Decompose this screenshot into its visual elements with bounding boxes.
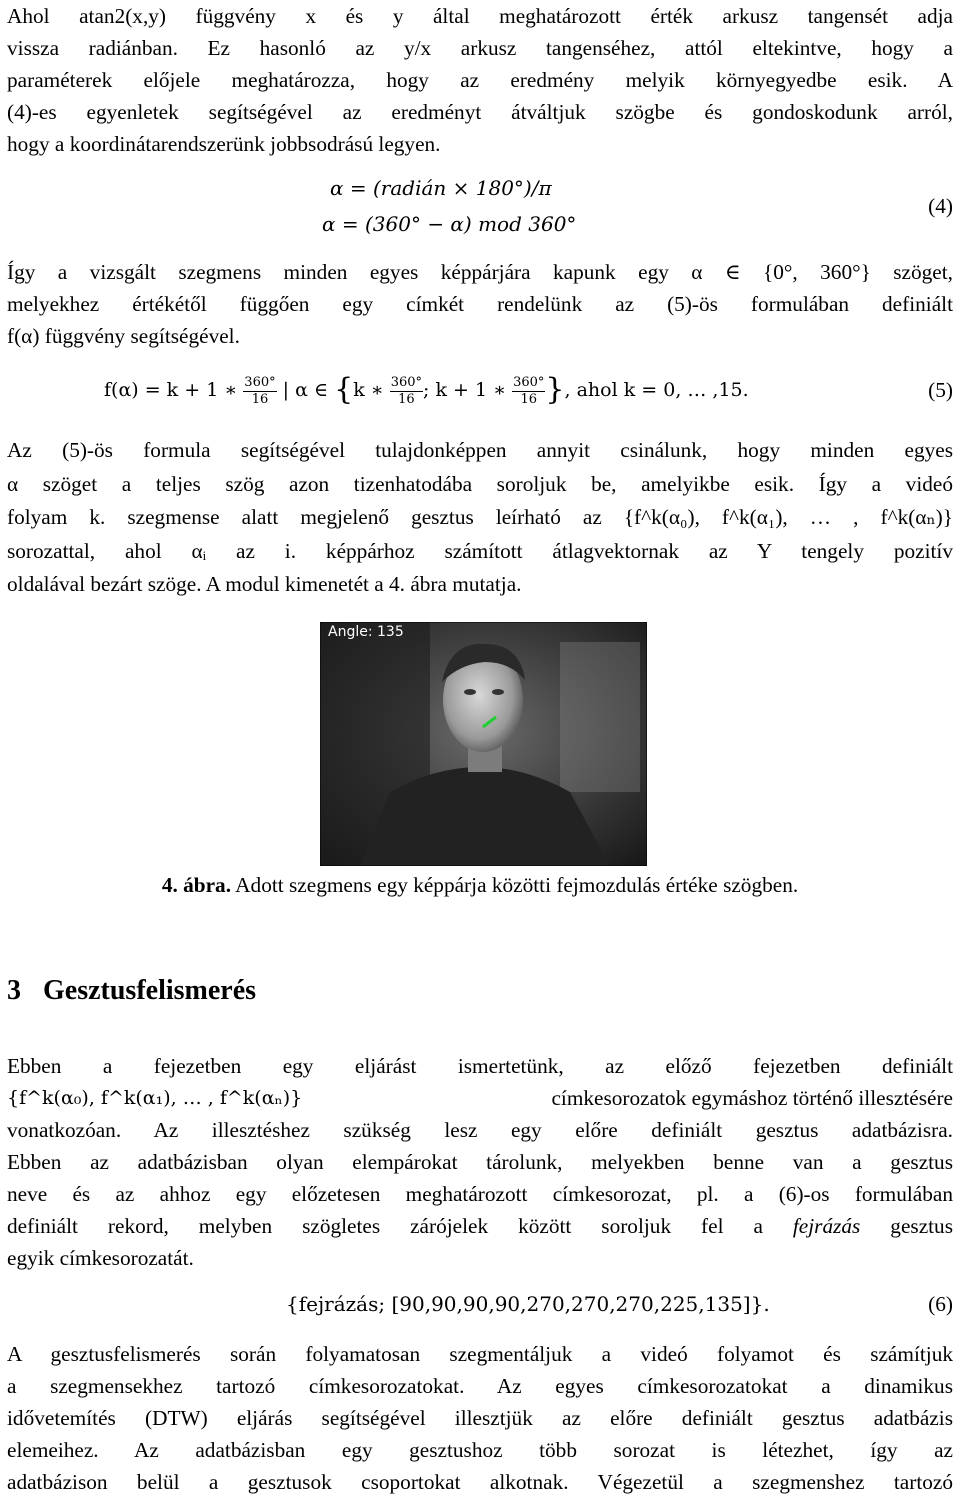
text-line: oldalával bezárt szöge. A modul kimenetét a 4. ábra mutatja. — [7, 572, 522, 596]
text-line: Ebben a fejezetben egy eljárást ismertetünk, az előző fejezetben definiált — [7, 1054, 953, 1078]
text-line: idővetemítés (DTW) eljárás segítségével illesztjük az előre definiált gesztus adatbázis — [7, 1406, 953, 1430]
frac-numerator: 360° — [244, 374, 276, 390]
frac-denominator: 16 — [251, 391, 269, 407]
left-brace: { — [334, 372, 354, 407]
eq5-fraction — [512, 375, 545, 408]
text-line: f(α) függvény segítségével. — [7, 324, 240, 348]
figure-caption — [0, 873, 960, 898]
frac-numerator: 360° — [513, 374, 545, 390]
text-line: hogy a koordinátarendszerünk jobbsodrású legyen. — [7, 132, 441, 156]
text-line: neve és az ahhoz egy előzetesen meghatározott címkesorozat, pl. a (6)-os formulában — [7, 1182, 953, 1206]
paragraph-atan2 — [7, 0, 953, 160]
text-line: Az (5)-ös formula segítségével tulajdonképpen annyit csinálunk, hogy minden egyes — [7, 438, 953, 462]
emphasis-fejrazas: fejrázás — [792, 1214, 861, 1238]
text-line: a szegmensekhez tartozó címkesorozatokat. Az egyes címkesorozatokat a dinamikus — [7, 1374, 953, 1398]
caption-text: Adott szegmens egy képpárja közötti fejmozdulás értéke szögben. — [231, 873, 799, 897]
text-line — [7, 1082, 953, 1114]
paragraph-gesture-recognition — [7, 1338, 953, 1498]
paragraph-angle-label — [7, 256, 953, 352]
eq5-mid: | α ∈ — [282, 379, 329, 401]
paragraph-gesture-intro — [7, 1050, 953, 1274]
text-span: gesztus — [860, 1214, 953, 1238]
equation-number: (5) — [928, 378, 953, 402]
eq5-lhs: f(α) = k + 1 ∗ — [104, 379, 238, 401]
frac-denominator: 16 — [398, 391, 415, 407]
text-line: egyik címkesorozatát. — [7, 1246, 194, 1270]
text-line: A gesztusfelismerés során folyamatosan szegmentáljuk a videó folyamot és számítjuk — [7, 1342, 953, 1366]
text-line: (4)-es egyenletek segítségével az eredményt átváltjuk szögbe és gondoskodunk arról, — [7, 100, 953, 124]
text-line: folyam k. szegmense alatt megjelenő gesztus leírható az {f^k(α₀), f^k(α₁), … , f^k(αₙ)} — [7, 505, 953, 529]
eq5-tail: , ahol k = 0, … ,15. — [564, 379, 749, 401]
webcam-photo — [320, 622, 647, 866]
equation-4-line2: α = (360° − α) mod 360° — [322, 212, 577, 236]
eq5-set-k: k ∗ — [353, 379, 384, 401]
text-line: elemeihez. Az adatbázisban egy gesztushoz több sorozat is létezhet, így az — [7, 1438, 953, 1462]
text-line: melyekhez értékétől függően egy címkét rendelünk az (5)-ös formulában definiált — [7, 292, 953, 316]
caption-label: 4. ábra. — [161, 873, 232, 897]
text-span: definiált rekord, melyben szögletes zárójelek között soroljuk fel a — [7, 1214, 793, 1238]
section-number: 3 — [7, 975, 21, 1006]
right-brace: } — [545, 372, 565, 407]
eq5-fraction — [243, 375, 276, 408]
paragraph-formula-explanation — [7, 434, 953, 602]
text-line: sorozattal, ahol αᵢ az i. képpárhoz számított átlagvektornak az Y tengely pozitív — [7, 538, 953, 563]
section-title: Gesztusfelismerés — [43, 975, 257, 1006]
equation-5 — [104, 368, 749, 412]
text-line: paraméterek előjele meghatározza, hogy az eredmény melyik környegyedbe esik. A — [7, 68, 953, 92]
equation-number: (4) — [928, 194, 953, 218]
webcam-frame-image — [320, 622, 647, 866]
label-sequence-text: címkesorozatok egymáshoz történő illesztésére — [551, 1086, 953, 1110]
frac-numerator: 360° — [390, 374, 423, 390]
text-line: α szöget a teljes szög azon tizenhatodába soroljuk be, amelyikbe esik. Így a videó — [7, 471, 953, 496]
angle-overlay-text: Angle: 135 — [328, 624, 404, 640]
equation-6: {fejrázás; [90,90,90,90,270,270,270,225,135]}. — [286, 1292, 770, 1316]
text-line: Így a vizsgált szegmens minden egyes képpárjára kapunk egy α ∈ {0°, 360°} szöget, — [7, 260, 953, 284]
text-line: adatbázison belül a gesztusok csoportokat alkotnak. Végezetül a szegmenshez tartozó — [7, 1470, 953, 1494]
text-line — [7, 1210, 953, 1242]
text-line: vonatkozóan. Az illesztéshez szükség lesz egy előre definiált gesztus adatbázisra. — [7, 1118, 953, 1142]
label-sequence-math: {f^k(α₀), f^k(α₁), … , f^k(αₙ)} — [7, 1087, 303, 1109]
equation-4-line1: α = (radián × 180°)/π — [330, 176, 552, 200]
text-line: vissza radiánban. Ez hasonló az y/x arkusz tangenséhez, attól eltekintve, hogy a — [7, 36, 953, 60]
equation-number: (6) — [928, 1292, 953, 1316]
eq5-set-mid: ; k + 1 ∗ — [423, 379, 507, 401]
text-line: Ebben az adatbázisban olyan elempárokat tárolunk, melyekben benne van a gesztus — [7, 1150, 953, 1174]
frac-denominator: 16 — [520, 391, 538, 407]
text-line: Ahol atan2(x,y) függvény x és y által meghatározott érték arkusz tangensét adja — [7, 4, 953, 28]
section-heading — [7, 975, 256, 1007]
eq5-fraction — [390, 375, 423, 408]
